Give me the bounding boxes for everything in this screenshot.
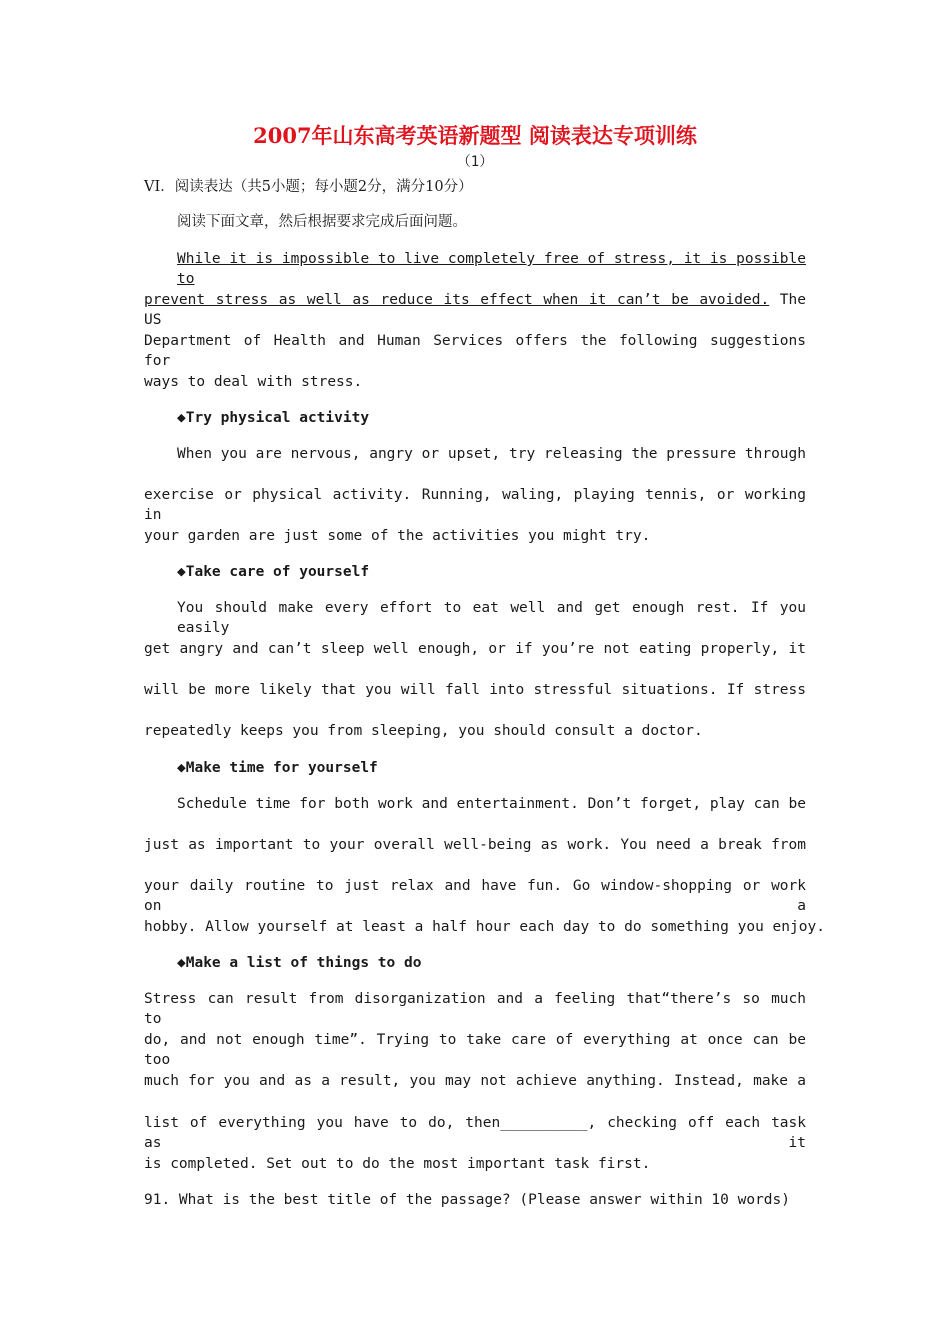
document-title: 2007年山东高考英语新题型 阅读表达专项训练 bbox=[253, 123, 697, 148]
section-line: your daily routine to just relax and have fun. Go window-shopping or work on a bbox=[144, 878, 806, 914]
question-91: 91. What is the best title of the passage? (Please answer within 10 words) bbox=[144, 1192, 791, 1208]
instruction-text: 阅读下面文章，然后根据要求完成后面问题。 bbox=[177, 214, 467, 230]
section-line: Schedule time for both work and entertainment. Don’t forget, play can be bbox=[177, 796, 806, 812]
section-line: get angry and can’t sleep well enough, or if you’re not eating properly, it bbox=[144, 641, 806, 657]
section-line: just as important to your overall well-being as work. You need a break from bbox=[144, 837, 806, 853]
intro-line-1: While it is impossible to live completely free of stress, it is possible to bbox=[177, 251, 806, 287]
section-line: is completed. Set out to do the most important task first. bbox=[144, 1156, 651, 1172]
intro-line-2-underlined: prevent stress as well as reduce its effect when it can’t be avoided. bbox=[144, 292, 770, 308]
section-line: much for you and as a result, you may not achieve anything. Instead, make a bbox=[144, 1073, 806, 1089]
section-line: exercise or physical activity. Running, waling, playing tennis, or working in bbox=[144, 487, 806, 523]
section-heading-make-time: ◆Make time for yourself bbox=[177, 760, 378, 776]
section-line: hobby. Allow yourself at least a half hour each day to do something you enjoy. bbox=[144, 919, 825, 935]
section-heading-take-care: ◆Take care of yourself bbox=[177, 564, 370, 580]
section-header: VI．阅读表达（共5小题；每小题2分，满分10分） bbox=[144, 179, 473, 195]
section-line: You should make every effort to eat well and get enough rest. If you easily bbox=[177, 600, 806, 636]
document-subtitle: （1） bbox=[456, 154, 494, 170]
section-line: your garden are just some of the activities you might try. bbox=[144, 528, 651, 544]
section-line: list of everything you have to do, then__________, checking off each task as it bbox=[144, 1115, 806, 1151]
section-line: do, and not enough time”. Trying to take care of everything at once can be too bbox=[144, 1032, 806, 1068]
section-line: When you are nervous, angry or upset, try releasing the pressure through bbox=[177, 446, 806, 462]
section-heading-list: ◆Make a list of things to do bbox=[177, 955, 422, 971]
section-line: repeatedly keeps you from sleeping, you should consult a doctor. bbox=[144, 723, 703, 739]
section-line: will be more likely that you will fall into stressful situations. If stress bbox=[144, 682, 806, 698]
intro-line-2-rest: The US bbox=[144, 292, 806, 328]
section-line: Stress can result from disorganization and a feeling that“there’s so much to bbox=[144, 991, 806, 1027]
intro-line-4: ways to deal with stress. bbox=[144, 374, 363, 390]
section-heading-physical-activity: ◆Try physical activity bbox=[177, 410, 370, 426]
intro-line-3: Department of Health and Human Services offers the following suggestions for bbox=[144, 333, 806, 369]
intro-line-2 bbox=[144, 290, 806, 330]
